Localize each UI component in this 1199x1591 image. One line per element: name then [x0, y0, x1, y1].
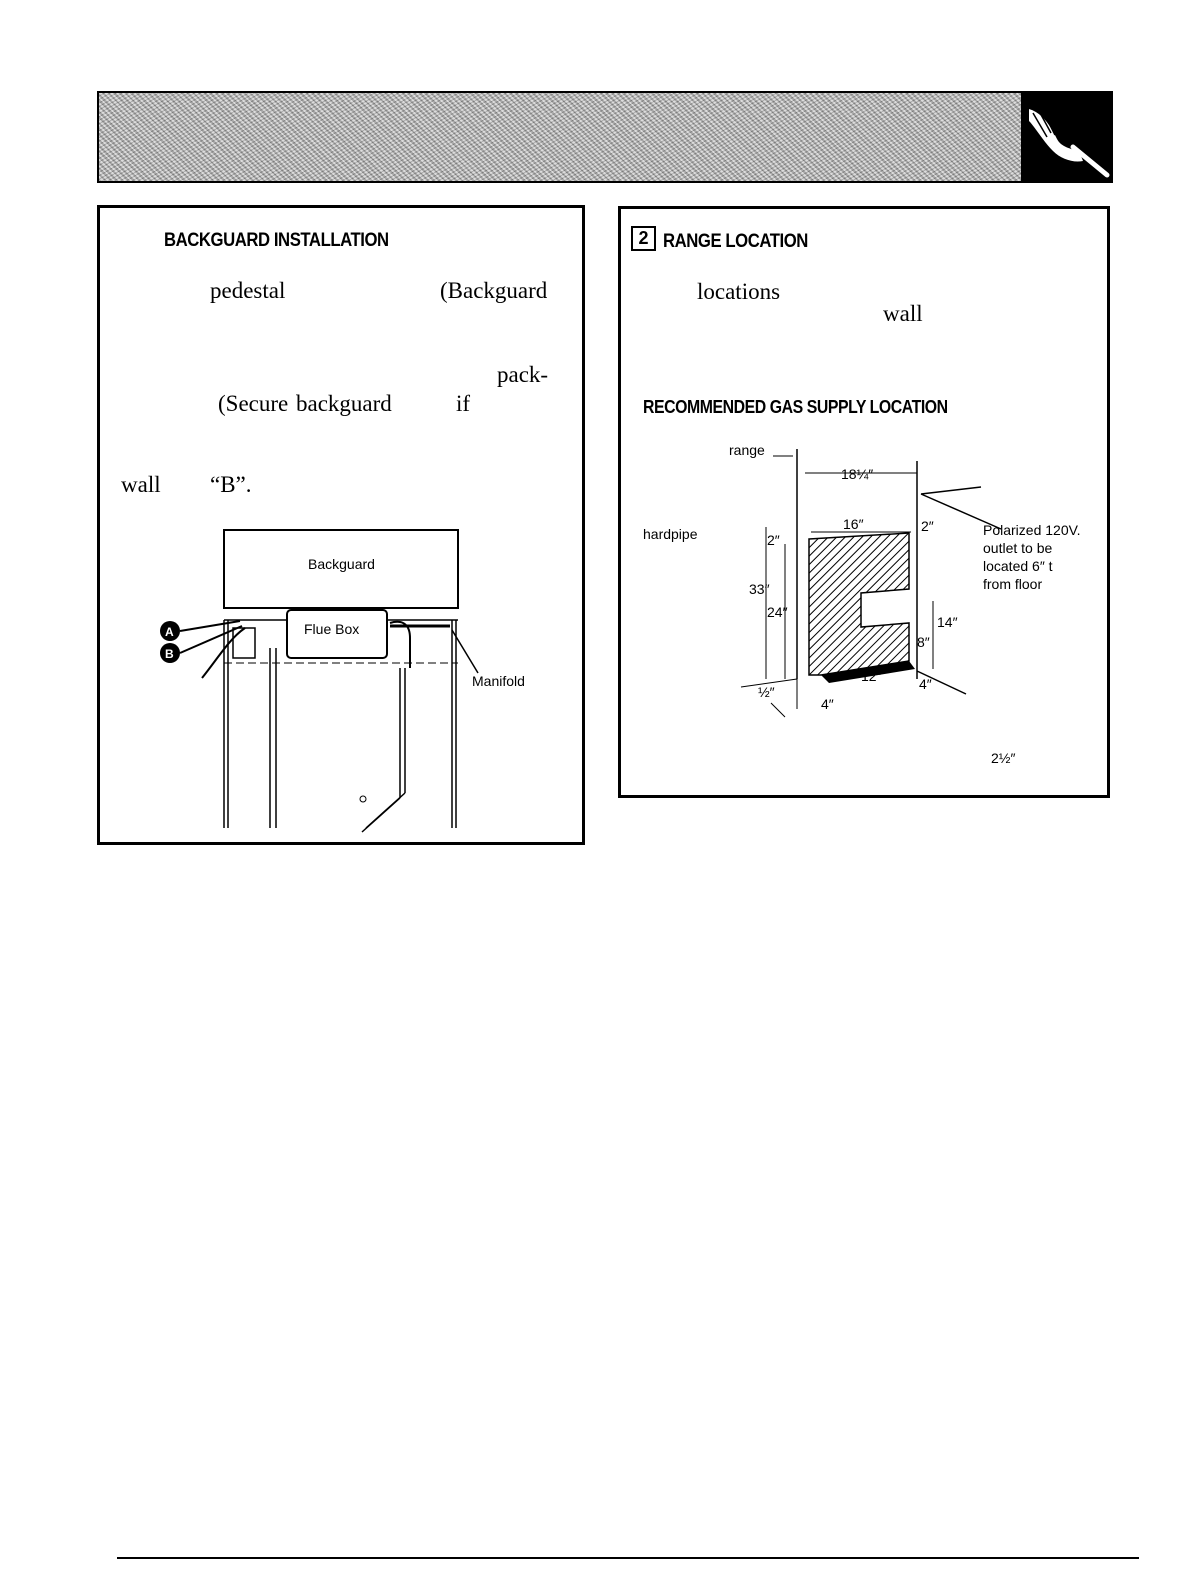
flue-box-label: Flue Box	[304, 621, 360, 637]
word-wall: wall	[121, 472, 161, 497]
callout-b: B	[165, 647, 174, 661]
dim-8: 8″	[917, 634, 930, 650]
word-backguard: backguard	[296, 391, 392, 416]
backguard-heading: BACKGUARD INSTALLATION	[164, 230, 389, 251]
outlet-line-2: outlet to be	[983, 540, 1053, 556]
footer-rule	[117, 1557, 1139, 1559]
word-b: “B”.	[210, 472, 252, 497]
dim-14: 14″	[937, 614, 958, 630]
hardpipe-label: hardpipe	[643, 526, 698, 542]
word-secure: (Secure	[218, 391, 289, 416]
dim-2a: 2″	[921, 518, 934, 534]
dim-2b: 2″	[767, 532, 780, 548]
word-if: if	[456, 391, 471, 416]
word-pedestal: pedestal	[210, 278, 286, 303]
screwdriver-hand-icon	[1021, 91, 1113, 183]
word-pack: pack-	[497, 362, 549, 387]
dim-4a: 4″	[919, 676, 932, 692]
range-location-panel	[618, 206, 1110, 798]
dim-4b: 4″	[821, 696, 834, 712]
gas-supply-heading: RECOMMENDED GAS SUPPLY LOCATION	[643, 397, 948, 417]
backguard-figure	[100, 208, 582, 842]
dim-2-half: 2½″	[991, 750, 1016, 766]
manifold-label: Manifold	[472, 673, 525, 689]
header-banner	[97, 91, 1113, 183]
dim-12: 12″	[861, 668, 882, 684]
gas-supply-diagram	[621, 209, 1107, 795]
backguard-label: Backguard	[308, 556, 375, 572]
dim-24: 24″	[767, 604, 788, 620]
word-wall: wall	[883, 301, 923, 326]
range-location-heading: RANGE LOCATION	[663, 231, 808, 252]
outlet-line-3: located 6″ t	[983, 558, 1053, 574]
backguard-installation-panel	[97, 205, 585, 845]
step-number: 2	[631, 226, 656, 251]
word-backguard-paren: (Backguard	[440, 278, 548, 303]
outlet-line-4: from floor	[983, 576, 1043, 592]
dim-16: 16″	[843, 516, 864, 532]
outlet-line-1: Polarized 120V.	[983, 522, 1081, 538]
dim-18: 18¼″	[841, 466, 874, 482]
dim-half: ½″	[758, 684, 775, 700]
range-label: range	[729, 442, 765, 458]
callout-a: A	[165, 625, 174, 639]
word-locations: locations	[697, 279, 781, 304]
dim-33: 33″	[749, 581, 770, 597]
